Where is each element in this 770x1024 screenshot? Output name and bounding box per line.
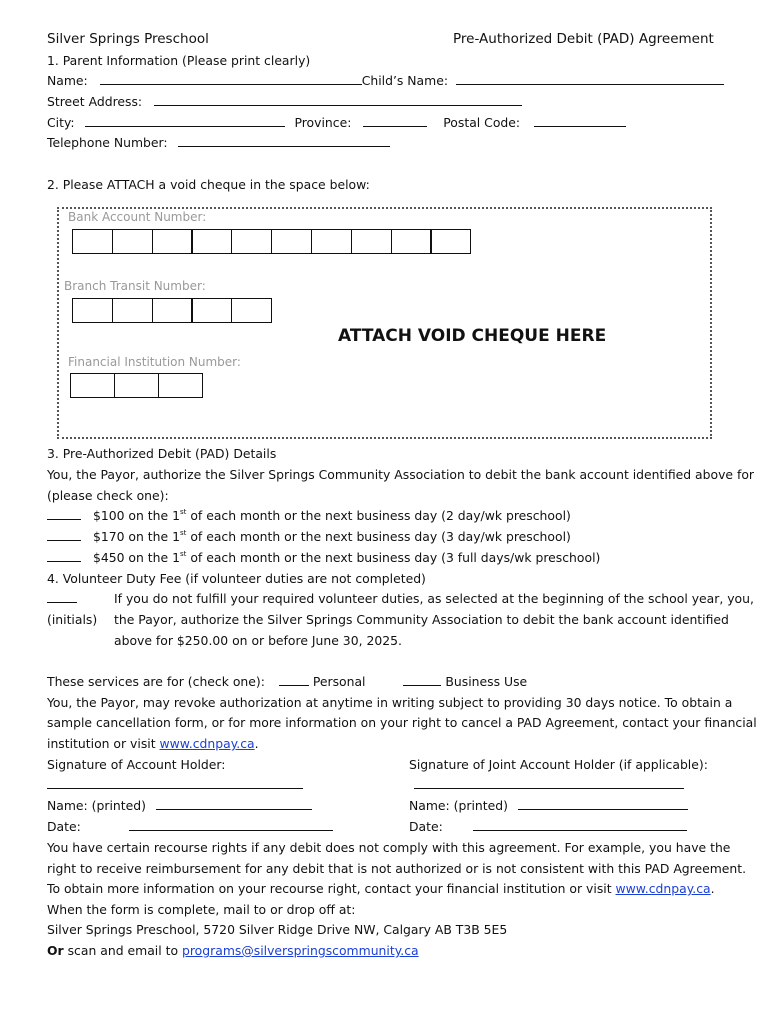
city-field[interactable] [85,115,285,127]
cdnpay-link[interactable]: www.cdnpay.ca [159,736,255,751]
option-row [47,529,571,545]
form-title: Pre-Authorized Debit (PAD) Agreement [453,31,714,47]
bank-account-boxes [72,229,470,254]
child-name-field[interactable] [456,73,724,85]
option-suffix: st [179,529,187,537]
bank-account-digit[interactable] [430,229,471,254]
section3-intro-1: You, the Payor, authorize the Silver Springs Community Association to debit the bank account identified above for [47,467,755,482]
option-amount: $170 on the 1 [92,529,180,544]
street-label: Street Address: [47,94,143,109]
branch-transit-label: Branch Transit Number: [64,279,206,293]
holder-signature-label: Signature of Account Holder: [47,757,226,772]
section3-heading: 3. Pre-Authorized Debit (PAD) Details [47,446,277,461]
bank-account-digit[interactable] [72,229,113,254]
personal-label: Personal [312,674,366,689]
street-row [47,94,522,110]
bank-account-digit[interactable] [391,229,432,254]
child-name-label: Child’s Name: [361,73,449,88]
mailing-email-row [47,943,419,959]
section4-text-1: If you do not fulfill your required volunteer duties, as selected at the beginning of the school year, you, [114,591,754,606]
postal-code-label: Postal Code: [443,115,521,130]
revoke-line-3-end: . [254,736,259,751]
option-check-field[interactable] [47,508,81,520]
initials-label: (initials) [47,612,98,627]
option-suffix: st [179,508,187,516]
initials-blank-row [47,591,77,607]
option-check-field[interactable] [47,550,81,562]
school-name: Silver Springs Preschool [47,31,209,47]
cdnpay-link[interactable]: www.cdnpay.ca [615,881,711,896]
personal-check-field[interactable] [279,674,309,686]
holder-name-row [47,798,312,814]
joint-date-row [409,819,687,835]
revoke-line-3 [47,736,259,752]
option-row [47,550,600,566]
holder-name-field[interactable] [156,798,312,810]
parent-name-row [47,73,724,89]
institution-digit[interactable] [70,373,115,398]
section4-heading: 4. Volunteer Duty Fee (if volunteer duties are not completed) [47,571,426,586]
mailing-email-text: scan and email to [63,943,182,958]
mailing-address: Silver Springs Preschool, 5720 Silver Ridge Drive NW, Calgary AB T3B 5E5 [47,922,508,937]
holder-signature-row [47,777,303,793]
holder-date-row [47,819,333,835]
recourse-line-3-text: To obtain more information on your recourse right, contact your financial institution or visit [47,881,616,896]
bank-account-digit[interactable] [271,229,312,254]
bank-account-digit[interactable] [311,229,352,254]
revoke-line-3-text: institution or visit [47,736,160,751]
branch-transit-digit[interactable] [191,298,232,323]
joint-name-row [409,798,688,814]
bank-account-digit[interactable] [112,229,153,254]
city-row [47,115,626,131]
joint-date-field[interactable] [473,819,687,831]
section3-intro-2: (please check one): [47,488,169,503]
option-text: of each month or the next business day (3 full days/wk preschool) [186,550,601,565]
option-amount: $100 on the 1 [92,508,180,523]
branch-transit-digit[interactable] [231,298,272,323]
institution-boxes [70,373,201,398]
holder-signature-field[interactable] [47,777,303,789]
option-amount: $450 on the 1 [92,550,180,565]
services-row [47,674,527,690]
phone-label: Telephone Number: [47,135,168,150]
section2-heading: 2. Please ATTACH a void cheque in the space below: [47,177,370,192]
branch-transit-boxes [72,298,271,323]
institution-digit[interactable] [114,373,159,398]
option-text: of each month or the next business day (2 day/wk preschool) [186,508,571,523]
branch-transit-digit[interactable] [72,298,113,323]
province-label: Province: [294,115,352,130]
section1-heading: 1. Parent Information (Please print clearly) [47,53,311,68]
business-check-field[interactable] [403,674,441,686]
business-label: Business Use [445,674,528,689]
section4-text-2: the Payor, authorize the Silver Springs Community Association to debit the bank account identified [114,612,729,627]
recourse-line-2: right to receive reimbursement for any debit that is not authorized or is not consistent with this PAD Agreement. [47,861,747,876]
institution-label: Financial Institution Number: [68,355,241,369]
revoke-line-1: You, the Payor, may revoke authorization at anytime in writing subject to providing 30 days notice. To obtain a [47,695,733,710]
branch-transit-digit[interactable] [112,298,153,323]
joint-signature-field[interactable] [414,777,684,789]
recourse-line-3-end: . [710,881,715,896]
joint-date-label: Date: [409,819,443,834]
institution-digit[interactable] [158,373,203,398]
bank-account-digit[interactable] [351,229,392,254]
joint-signature-label: Signature of Joint Account Holder (if applicable): [409,757,708,772]
branch-transit-digit[interactable] [152,298,193,323]
postal-code-field[interactable] [534,115,626,127]
recourse-line-3 [47,881,715,897]
holder-date-label: Date: [47,819,81,834]
bank-account-digit[interactable] [152,229,193,254]
holder-name-label: Name: (printed) [47,798,146,813]
parent-name-field[interactable] [100,73,362,85]
name-label: Name: [47,73,88,88]
province-field[interactable] [363,115,427,127]
city-label: City: [47,115,75,130]
option-check-field[interactable] [47,529,81,541]
bank-account-label: Bank Account Number: [68,210,207,224]
recourse-line-1: You have certain recourse rights if any debit does not comply with this agreement. For example, you have the [47,840,731,855]
services-label: These services are for (check one): [47,674,265,689]
section4-text-3: above for $250.00 on or before June 30, 2025. [114,633,402,648]
mailing-line-1: When the form is complete, mail to or drop off at: [47,902,356,917]
option-text: of each month or the next business day (3 day/wk preschool) [186,529,571,544]
joint-name-field[interactable] [518,798,688,810]
option-suffix: st [179,550,187,558]
joint-signature-row [414,777,684,793]
joint-name-label: Name: (printed) [409,798,508,813]
phone-row [47,135,390,151]
attach-cheque-text: ATTACH VOID CHEQUE HERE [338,326,607,346]
bank-account-digit[interactable] [231,229,272,254]
telephone-field[interactable] [178,135,390,147]
initials-field[interactable] [47,591,77,603]
bank-account-digit[interactable] [191,229,232,254]
street-address-field[interactable] [154,94,522,106]
option-row [47,508,571,524]
revoke-line-2: sample cancellation form, or for more information on your right to cancel a PAD Agreement, contact your financial [47,715,757,730]
holder-date-field[interactable] [129,819,333,831]
email-link[interactable]: programs@silverspringscommunity.ca [182,943,419,958]
or-label: Or [47,943,64,958]
